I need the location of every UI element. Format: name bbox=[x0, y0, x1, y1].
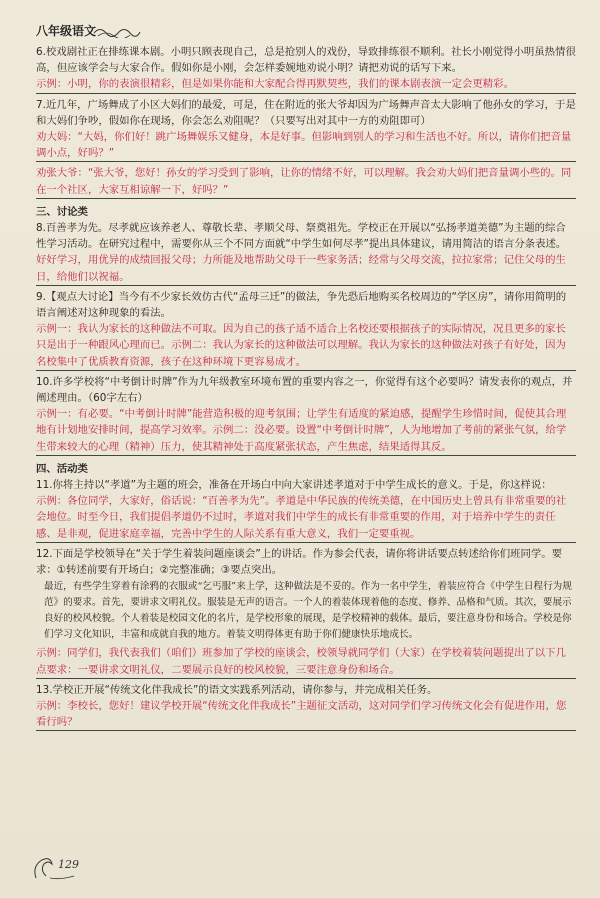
question-text: 12.下面是学校领导在“关于学生着装问题座谈会”上的讲话。作为参会代表，请你将讲话要点转述给你们班同学。要求：①转述前要有开场白；②完整准确；③要点突出。 bbox=[36, 547, 563, 577]
section-heading: 四、活动类 bbox=[36, 462, 88, 475]
page-number-badge bbox=[30, 852, 80, 882]
question-text: 7.近几年，广场舞成了小区大妈们的最爱，可是，住在附近的张大爷却因为广场舞声音太大影响了他孙女的学习，于是和大妈们争吵，假如你在现场，你会怎么劝阻呢？（只要写出对其中一方的劝阻即可） bbox=[36, 98, 576, 127]
question-text: 8.百善孝为先。尽孝就应该养老人、尊敬长辈、孝顺父母、祭奠祖先。学校正在开展以“弘扬孝道美德”为主题的综合性学习活动。在研究过程中，需要你从三个不同方面就“中学生如何尽孝”提出具体建议，请用简洁的语言分条表述。 bbox=[36, 222, 567, 251]
answer-text: 示例一：有必要。“中考倒计时牌”能营造积极的迎考氛围；让学生有适度的紧迫感，提醒学生珍惜时间，促使其合理地有计划地安排时间，提高学习效率。示例二：没必要。设置“中考倒计时牌”，人为地增加了考前的紧张气氛，给学生带来较大的心理（精神）压力，使其精神处于高度紧张状态，产生焦虑，结果适得其反。 bbox=[36, 406, 576, 456]
question-text: 9.【观点大讨论】当今有不少家长效仿古代“孟母三迁”的做法，争先恐后地购买名校周边的“学区房”，请你用简明的语言阐述对这种现象的看法。 bbox=[36, 290, 567, 320]
question-text: 10.许多学校将“中考倒计时牌”作为九年级教室环境布置的重要内容之一，你觉得有这个必要吗？请发表你的观点，并阐述理由。（60字左右） bbox=[36, 375, 573, 405]
page-header-title: 八年级语文 bbox=[36, 24, 97, 38]
question-text: 6.校戏剧社正在排练课本剧。小明只顾表现自己，总是抢别人的戏份，导致排练很不顺利。社长小刚觉得小明虽热情很高，但应该学会与大家合作。假如你是小刚，会怎样委婉地劝说小明？请把劝说的话写下来。 bbox=[36, 46, 576, 75]
answer-text: 示例：李校长，您好！建议学校开展“传统文化伴我成长”主题征文活动，这对同学们学习传统文化会有促进作用，您看行吗？ bbox=[36, 698, 576, 731]
answer-text: 示例：小明，你的表演很精彩，但是如果你能和大家配合得再默契些，我们的课本剧表演一定会更精彩。 bbox=[36, 76, 576, 93]
header-ornament bbox=[92, 24, 142, 38]
answer-text: 劝大妈：“大妈，你们好！跳广场舞娱乐又健身，本是好事。但影响到别人的学习和生活也不好。所以，请你们把音量调小点，好吗？” bbox=[36, 129, 576, 162]
answer-text: 劝张大爷：“张大爷，您好！孙女的学习受到了影响，让你的情绪不好，可以理解。我会劝大妈们把音量调小些的。同在一个社区，大家互相谅解一下，好吗？” bbox=[36, 165, 576, 198]
answer-text: 示例：同学们，我代表我们（咱们）班参加了学校的座谈会，校领导就同学们（大家）在学校着装问题提出了以下几点要求：一要讲求文明礼仪，二要展示良好的校风校貌，三要注意身份和场合。 bbox=[36, 645, 576, 678]
answer-text: 好好学习，用优异的成绩回报父母；力所能及地帮助父母干一些家务活；经常与父母交流，拉拉家常；记住父母的生日，给他们以祝福。 bbox=[36, 252, 576, 285]
section-heading: 三、讨论类 bbox=[36, 205, 88, 218]
answer-text: 示例：各位同学，大家好，俗话说：“百善孝为先”。孝道是中华民族的传统美德，在中国历史上曾具有非常重要的社会地位。时至今日，我们提倡孝道仍不过时，孝道对我们中学生的成长有非常重要的作用，对于培养中学生的责任感、是非观，促进家庭幸福，完善中学生的人际关系有重大意义，我们一定要重视。 bbox=[36, 493, 576, 543]
question-text: 13.学校正开展“传统文化伴我成长”的语文实践系列活动，请你参与，并完成相关任务。 bbox=[36, 683, 438, 696]
question-text: 11.你将主持以“孝道”为主题的班会，准备在开场白中向大家讲述孝道对于中学生成长的意义。于是，你这样说： bbox=[36, 479, 552, 492]
speech-passage: 最近，有些学生穿着有涂鸦的衣服或“乞丐服”来上学，这种做法是不妥的。作为一名中学生，着装应符合《中学生日程行为规范》的要求。首先，要讲求文明礼仪。服装是无声的语言。一个人的着装体现着他的态度、修养、品格和气质。其次，要展示良好的校风校貌。个人着装是校园文化的名片，是学校形象的展现，是学校精神的载体。最后，要注意身份和场合。学校是你们学习文化知识，丰富和成就自我的地方。着装文明得体更有助于你们健康快乐地成长。 bbox=[44, 581, 572, 641]
page-number: 129 bbox=[58, 858, 79, 871]
worksheet-content bbox=[36, 44, 576, 734]
answer-text: 示例一：我认为家长的这种做法不可取。因为自己的孩子适不适合上名校还要根据孩子的实际情况，况且更多的家长只是出于一种跟风心理而已。示例二：我认为家长的这种做法可以理解。我认为家长的这种做法对孩子有好处，因为名校集中了优质教育资源，孩子在这种环境下更容易成才。 bbox=[36, 321, 576, 371]
